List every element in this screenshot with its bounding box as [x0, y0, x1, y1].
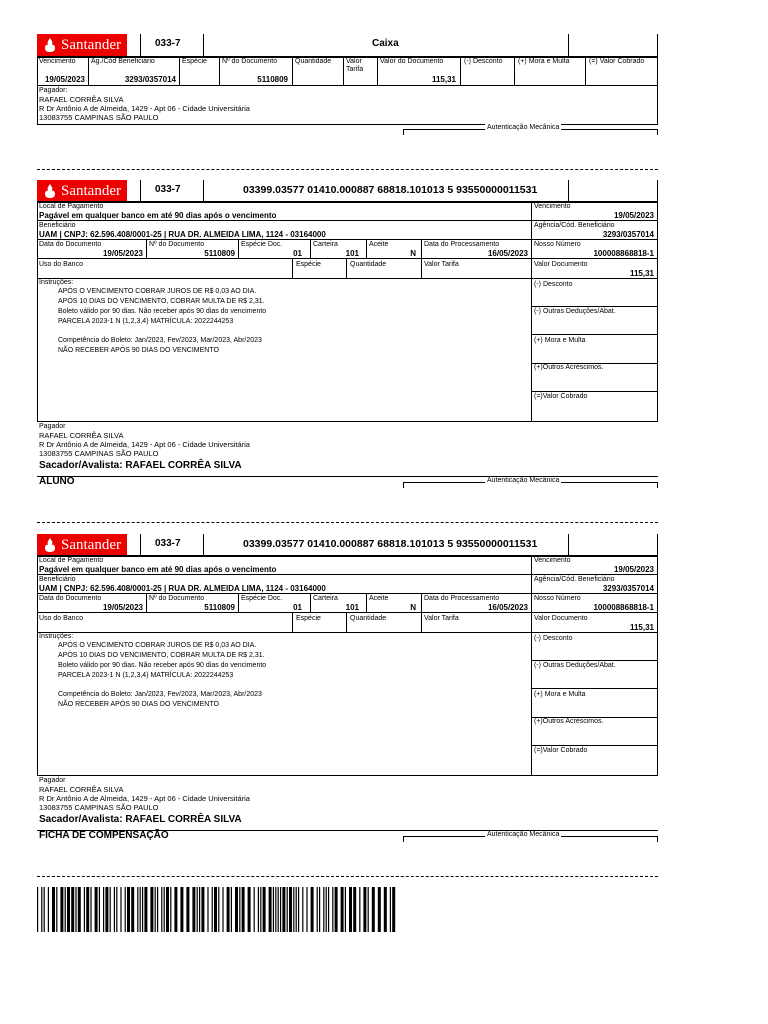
barcode-bar [84, 887, 85, 932]
barcode-bar [201, 887, 204, 932]
cobrado-label: (=)Valor Cobrado [534, 393, 588, 400]
barcode-bar [86, 887, 89, 932]
agencia: 3293/0357014 [602, 584, 654, 593]
aceite-label: Aceite [369, 241, 389, 248]
autenticacao: Autenticação Mecânica [487, 477, 560, 484]
data-processamento: 16/05/2023 [487, 603, 528, 612]
agencia-label: Agência/Cód. Beneficiário [534, 222, 615, 229]
barcode-bar [142, 887, 143, 932]
instrucao-line: PARCELA 2023-1 N (1,2,3,4) MATRÍCULA: 2022244253 [58, 318, 234, 325]
barcode-bar [114, 887, 115, 932]
barcode-bar [207, 887, 208, 932]
local-pagamento: Pagável em qualquer banco em até 90 dias após o vencimento [39, 211, 277, 220]
barcode-bar [227, 887, 230, 932]
uso-banco-label: Uso do Banco [39, 615, 83, 622]
data-documento: 19/05/2023 [102, 603, 143, 612]
barcode-bar [239, 887, 240, 932]
pagador-label: Pagador [39, 423, 66, 430]
barcode-bar [144, 887, 147, 932]
cut-line [37, 169, 658, 170]
santander-logo: Santander [37, 180, 127, 202]
recibo-pagador-name: RAFAEL CORRÊA SILVA [39, 95, 124, 104]
valor-documento: 115,31 [629, 269, 654, 278]
data-documento-label: Data do Documento [39, 241, 102, 248]
hdr-cobrado: (=) Valor Cobrado [589, 58, 645, 65]
barcode-bar [161, 887, 162, 932]
recibo-vencimento: 19/05/2023 [44, 75, 85, 84]
instrucao-line: APÓS 10 DIAS DO VENCIMENTO, COBRAR MULTA DE R$ 2,31. [58, 652, 265, 659]
barcode-bar [37, 887, 38, 932]
vencimento-label: Vencimento [534, 557, 571, 564]
barcode-bar [368, 887, 369, 932]
instrucoes-label: Instruções: [39, 279, 74, 286]
barcode-bar [180, 887, 183, 932]
beneficiario-label: Beneficiário [39, 222, 76, 229]
acrescimos-label: (+)Outros Acréscimos. [534, 718, 604, 725]
instrucao-line: APÓS 10 DIAS DO VENCIMENTO, COBRAR MULTA DE R$ 2,31. [58, 298, 265, 305]
pagador-city: 13083755 CAMPINAS SÃO PAULO [39, 803, 159, 812]
especie-doc-label: Espécie Doc. [241, 595, 283, 602]
recibo-documento: 5110809 [257, 75, 288, 84]
barcode-bar [186, 887, 189, 932]
barcode-bar [60, 887, 63, 932]
barcode-bar [349, 887, 352, 932]
barcode-bar [174, 887, 177, 932]
local-pagamento-label: Local de Pagamento [39, 557, 104, 564]
data-processamento-label: Data do Processamento [424, 241, 500, 248]
barcode-bar [120, 887, 121, 932]
instrucao-line: PARCELA 2023-1 N (1,2,3,4) MATRÍCULA: 2022244253 [58, 672, 234, 679]
especie-doc: 01 [293, 249, 302, 258]
barcode-bar [157, 887, 158, 932]
data-processamento-label: Data do Processamento [424, 595, 500, 602]
barcode-bar [298, 887, 299, 932]
barcode-bar [78, 887, 81, 932]
valor-documento-label: Valor Documento [534, 615, 588, 622]
num-documento: 5110809 [204, 603, 235, 612]
flame-icon [43, 37, 57, 53]
recibo-pagador-city: 13083755 CAMPINAS SÃO PAULO [39, 113, 159, 122]
barcode-bar [273, 887, 274, 932]
barcode-bar [280, 887, 281, 932]
barcode-bar [319, 887, 320, 932]
barcode-bar [335, 887, 338, 932]
barcode-bar [56, 887, 57, 932]
hdr-desconto: (-) Desconto [464, 58, 503, 65]
especie-label: Espécie [296, 615, 321, 622]
linha-digitavel: 03399.03577 01410.000887 68818.101013 5 93550000011531 [243, 538, 538, 550]
acrescimos-label: (+)Outros Acréscimos. [534, 364, 604, 371]
barcode-bar [150, 887, 153, 932]
instrucao-line: Boleto válido por 90 dias. Não receber após 90 dias do vencimento [58, 662, 267, 669]
barcode-bar [258, 887, 259, 932]
barcode-bar [359, 887, 360, 932]
pagador-name: RAFAEL CORRÊA SILVA [39, 785, 124, 794]
barcode-bar [192, 887, 195, 932]
barcode-bar [378, 887, 381, 932]
mora-label: (+) Mora e Multa [534, 337, 586, 344]
data-documento: 19/05/2023 [102, 249, 143, 258]
barcode-bar [170, 887, 171, 932]
barcode-bar [41, 887, 42, 932]
especie-doc-label: Espécie Doc. [241, 241, 283, 248]
barcode-bar [218, 887, 219, 932]
num-documento-label: Nº do Documento [149, 595, 205, 602]
especie-label: Espécie [296, 261, 321, 268]
flame-icon [43, 537, 57, 553]
barcode-bar [341, 887, 344, 932]
aceite: N [410, 249, 416, 258]
beneficiario: UAM | CNPJ: 62.596.408/0001-25 | RUA DR. ALMEIDA LIMA, 1124 - 03164000 [39, 230, 326, 239]
instrucao-line: Boleto válido por 90 dias. Não receber após 90 dias do vencimento [58, 308, 267, 315]
instrucoes-label: Instruções: [39, 633, 74, 640]
instrucao-line: Competência do Boleto: Jan/2023, Fev/2023, Mar/2023, Abr/2023 [58, 337, 262, 344]
carteira-label: Carteira [313, 241, 338, 248]
mora-label: (+) Mora e Multa [534, 691, 586, 698]
barcode-bar [166, 887, 169, 932]
cobrado-label: (=)Valor Cobrado [534, 747, 588, 754]
barcode-bar [90, 887, 91, 932]
carteira-label: Carteira [313, 595, 338, 602]
uso-banco-label: Uso do Banco [39, 261, 83, 268]
barcode-bar [390, 887, 391, 932]
beneficiario: UAM | CNPJ: 62.596.408/0001-25 | RUA DR. ALMEIDA LIMA, 1124 - 03164000 [39, 584, 326, 593]
desconto-label: (-) Desconto [534, 281, 573, 288]
hdr-agencia: Ag./Cód Beneficiário [91, 58, 155, 65]
barcode-bar [75, 887, 76, 932]
barcode-bar [235, 887, 238, 932]
recibo-agencia: 3293/0357014 [124, 75, 176, 84]
barcode-bar [392, 887, 395, 932]
quantidade-label: Quantidade [350, 615, 387, 622]
instrucao-line: Competência do Boleto: Jan/2023, Fev/2023, Mar/2023, Abr/2023 [58, 691, 262, 698]
barcode-bar [212, 887, 213, 932]
vencimento-label: Vencimento [534, 203, 571, 210]
barcode-bar [242, 887, 245, 932]
linha-digitavel: 03399.03577 01410.000887 68818.101013 5 93550000011531 [243, 184, 538, 196]
valor-tarifa-label: Valor Tarifa [424, 261, 459, 268]
barcode-bar [199, 887, 200, 932]
local-pagamento: Pagável em qualquer banco em até 90 dias após o vencimento [39, 565, 277, 574]
bank-code: 033-7 [155, 184, 181, 195]
barcode-bar [137, 887, 138, 932]
deducoes-label: (-) Outras Deduções/Abat. [534, 308, 616, 315]
vencimento: 19/05/2023 [613, 565, 654, 574]
barcode-bar [125, 887, 126, 932]
barcode-bar [263, 887, 266, 932]
barcode-bar [95, 887, 98, 932]
santander-logo: Santander [37, 534, 127, 556]
vencimento: 19/05/2023 [613, 211, 654, 220]
carteira: 101 [345, 249, 359, 258]
barcode-bar [345, 887, 346, 932]
via-label: ALUNO [39, 476, 75, 487]
pagador-name: RAFAEL CORRÊA SILVA [39, 431, 124, 440]
recibo-pagador-label: Pagador: [39, 87, 68, 94]
barcode-bar [48, 887, 49, 932]
cut-line [37, 522, 658, 523]
hdr-quantidade: Quantidade [295, 58, 332, 65]
nosso-numero: 100008868818-1 [593, 249, 654, 258]
data-processamento: 16/05/2023 [487, 249, 528, 258]
barcode-bar [372, 887, 375, 932]
barcode-bar [282, 887, 285, 932]
barcode-bar [260, 887, 261, 932]
barcode-bar [52, 887, 55, 932]
data-documento-label: Data do Documento [39, 595, 102, 602]
nosso-numero: 100008868818-1 [593, 603, 654, 612]
barcode-bar [275, 887, 276, 932]
especie-doc: 01 [293, 603, 302, 612]
hdr-vencimento: Vencimento [39, 58, 76, 65]
sacador: Sacador/Avalista: RAFAEL CORRÊA SILVA [39, 814, 242, 825]
nosso-numero-label: Nosso Número [534, 241, 581, 248]
instrucao-line: APÓS O VENCIMENTO COBRAR JUROS DE R$ 0,03 AO DIA. [58, 642, 257, 649]
barcode-bar [254, 887, 255, 932]
pagador-address: R Dr Antônio A de Almeida, 1429 - Apt 06 - Cidade Universitária [39, 440, 250, 449]
barcode-bar [116, 887, 117, 932]
barcode-bar [332, 887, 333, 932]
local-pagamento-label: Local de Pagamento [39, 203, 104, 210]
hdr-valor-tarifa: Valor Tarifa [346, 58, 364, 73]
aceite: N [410, 603, 416, 612]
barcode-bar [353, 887, 356, 932]
barcode-bar [278, 887, 279, 932]
instrucao-line: NÃO RECEBER APÓS 90 DIAS DO VENCIMENTO [58, 347, 219, 354]
hdr-mora: (+) Mora e Multa [518, 58, 570, 65]
barcode-bar [222, 887, 223, 932]
valor-tarifa-label: Valor Tarifa [424, 615, 459, 622]
barcode-bar [306, 887, 307, 932]
barcode-bar [103, 887, 104, 932]
valor-documento-label: Valor Documento [534, 261, 588, 268]
barcode-bar [269, 887, 272, 932]
recibo-autenticacao: Autenticação Mecânica [487, 124, 560, 131]
hdr-valor-documento: Valor do Documento [380, 58, 444, 65]
agencia: 3293/0357014 [602, 230, 654, 239]
barcode [37, 887, 397, 932]
pagador-address: R Dr Antônio A de Almeida, 1429 - Apt 06 - Cidade Universitária [39, 794, 250, 803]
carteira: 101 [345, 603, 359, 612]
via-label: FICHA DE COMPENSAÇÃO [39, 830, 169, 841]
instrucao-line: APÓS O VENCIMENTO COBRAR JUROS DE R$ 0,03 AO DIA. [58, 288, 257, 295]
barcode-bar [197, 887, 198, 932]
barcode-bar [326, 887, 327, 932]
bank-code: 033-7 [155, 538, 181, 549]
barcode-bar [127, 887, 130, 932]
desconto-label: (-) Desconto [534, 635, 573, 642]
barcode-bar [293, 887, 294, 932]
bank-code: 033-7 [155, 38, 181, 49]
nosso-numero-label: Nosso Número [534, 595, 581, 602]
instrucao-line: NÃO RECEBER APÓS 90 DIAS DO VENCIMENTO [58, 701, 219, 708]
barcode-bar [296, 887, 297, 932]
quantidade-label: Quantidade [350, 261, 387, 268]
recibo-valor: 115,31 [431, 75, 456, 84]
barcode-bar [164, 887, 165, 932]
barcode-bar [105, 887, 108, 932]
valor-documento: 115,31 [629, 623, 654, 632]
barcode-bar [289, 887, 292, 932]
num-documento-label: Nº do Documento [149, 241, 205, 248]
barcode-bar [110, 887, 111, 932]
santander-logo: Santander [37, 34, 127, 56]
barcode-bar [214, 887, 217, 932]
sacador: Sacador/Avalista: RAFAEL CORRÊA SILVA [39, 460, 242, 471]
deducoes-label: (-) Outras Deduções/Abat. [534, 662, 616, 669]
barcode-bar [71, 887, 74, 932]
flame-icon [43, 183, 57, 199]
autenticacao: Autenticação Mecânica [487, 831, 560, 838]
beneficiario-label: Beneficiário [39, 576, 76, 583]
barcode-bar [384, 887, 387, 932]
barcode-bar [328, 887, 329, 932]
recibo-title: Caixa [372, 38, 399, 49]
barcode-bar [311, 887, 314, 932]
barcode-bar [363, 887, 366, 932]
aceite-label: Aceite [369, 595, 389, 602]
agencia-label: Agência/Cód. Beneficiário [534, 576, 615, 583]
barcode-bar [131, 887, 134, 932]
hdr-especie: Espécie [182, 58, 207, 65]
barcode-bar [248, 887, 251, 932]
hdr-documento: Nº do Documento [222, 58, 278, 65]
pagador-city: 13083755 CAMPINAS SÃO PAULO [39, 449, 159, 458]
num-documento: 5110809 [204, 249, 235, 258]
cut-line [37, 876, 658, 877]
barcode-bar [317, 887, 318, 932]
recibo-pagador-address: R Dr Antônio A de Almeida, 1429 - Apt 06 - Cidade Universitária [39, 104, 250, 113]
barcode-bar [302, 887, 303, 932]
barcode-bar [65, 887, 66, 932]
barcode-bar [67, 887, 70, 932]
pagador-label: Pagador [39, 777, 66, 784]
barcode-bar [140, 887, 141, 932]
barcode-bar [323, 887, 324, 932]
barcode-bar [99, 887, 100, 932]
barcode-bar [155, 887, 156, 932]
barcode-bar [44, 887, 45, 932]
barcode-bar [231, 887, 232, 932]
barcode-bar [287, 887, 288, 932]
